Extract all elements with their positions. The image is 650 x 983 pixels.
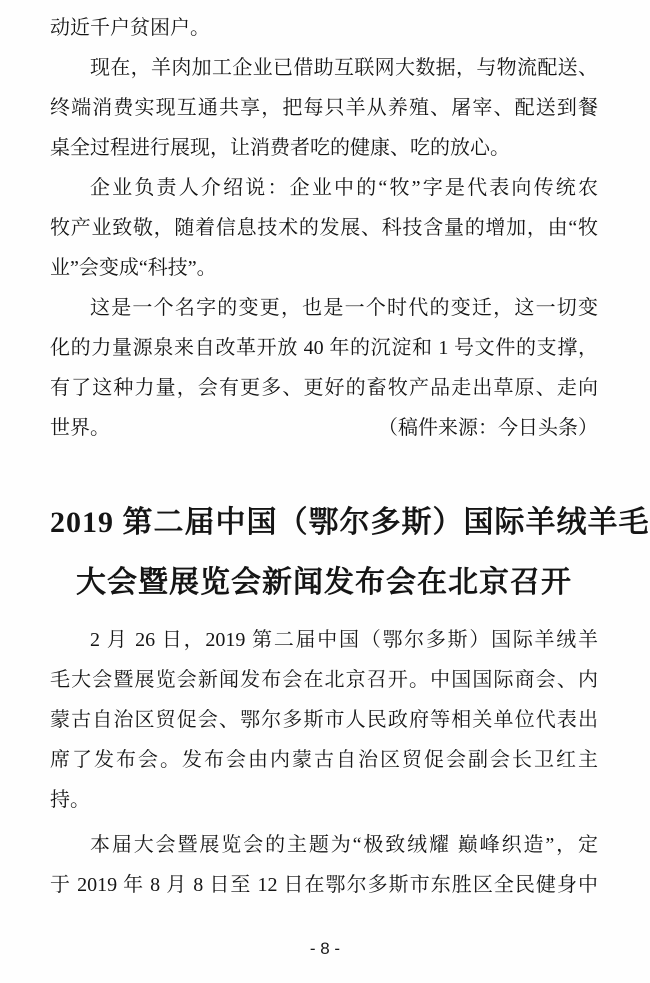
paragraph-line: 毛大会暨展览会新闻发布会在北京召开。中国国际商会、内 — [50, 669, 598, 691]
paragraph-line: 本届大会暨展览会的主题为“极致绒耀 巅峰织造”，定 — [90, 834, 598, 856]
paragraph-line: 这是一个名字的变更，也是一个时代的变迁，这一切变 — [90, 297, 598, 319]
paragraph-line — [50, 408, 598, 448]
paragraph-line: 企业负责人介绍说：企业中的“牧”字是代表向传统农 — [90, 177, 598, 199]
article-title-line-1: 2019 第二届中国（鄂尔多斯）国际羊绒羊毛 — [50, 506, 650, 539]
paragraph-line: 2 月 26 日，2019 第二届中国（鄂尔多斯）国际羊绒羊 — [90, 629, 598, 651]
paragraph-line: 牧产业致敬，随着信息技术的发展、科技含量的增加，由“牧 — [50, 217, 598, 239]
paragraph-line: 现在，羊肉加工企业已借助互联网大数据，与物流配送、 — [90, 57, 598, 79]
source-attribution: （稿件来源：今日头条） — [378, 417, 598, 439]
body-text-bottom — [50, 620, 598, 905]
paragraph-line: 蒙古自治区贸促会、鄂尔多斯市人民政府等相关单位代表出 — [50, 709, 598, 731]
paragraph-line: 席了发布会。发布会由内蒙古自治区贸促会副会长卫红主 — [50, 749, 598, 771]
paragraph-line: 于 2019 年 8 月 8 日至 12 日在鄂尔多斯市东胜区全民健身中 — [50, 874, 598, 896]
body-text-top — [50, 8, 598, 448]
paragraph-line: 化的力量源泉来自改革开放 40 年的沉淀和 1 号文件的支撑， — [50, 337, 598, 359]
article-title — [50, 493, 650, 613]
paragraph-line: 有了这种力量，会有更多、更好的畜牧产品走出草原、走向 — [50, 377, 598, 399]
page-number: - 8 - — [309, 939, 341, 958]
paragraph-line: 动近千户贫困户。 — [50, 17, 210, 39]
paragraph-end-text: 世界。 — [50, 417, 110, 439]
paragraph-line: 终端消费实现互通共享，把每只羊从养殖、屠宰、配送到餐 — [50, 97, 598, 119]
paragraph-line: 桌全过程进行展现，让消费者吃的健康、吃的放心。 — [50, 137, 510, 159]
paragraph-line: 业”会变成“科技”。 — [50, 257, 217, 279]
paragraph-line: 持。 — [50, 789, 90, 811]
article-title-line-2: 大会暨展览会新闻发布会在北京召开 — [76, 566, 572, 599]
